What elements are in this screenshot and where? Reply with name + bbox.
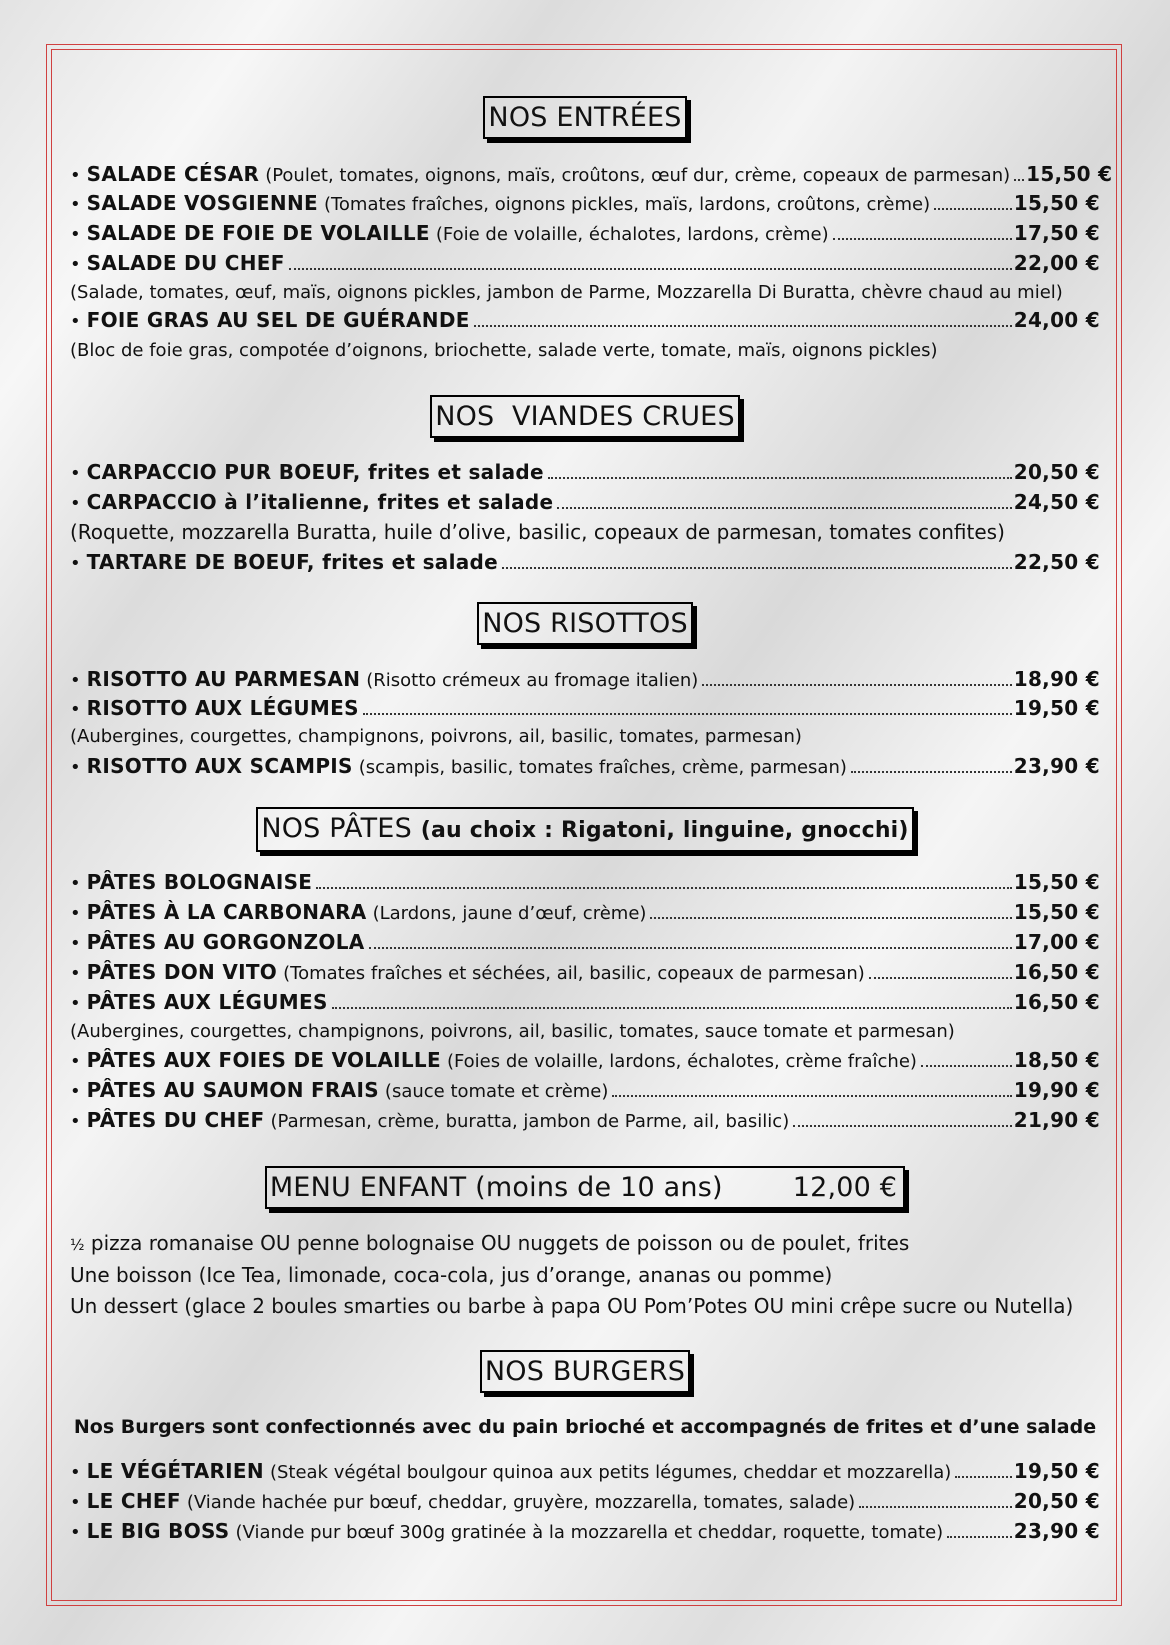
item-name: RISOTTO AU PARMESAN bbox=[86, 667, 361, 691]
item-price: 24,50 € bbox=[1013, 490, 1100, 514]
bullet-icon: • bbox=[70, 463, 81, 484]
dot-leader bbox=[934, 208, 1012, 210]
dot-leader bbox=[548, 477, 1012, 479]
section-title: NOS BURGERS bbox=[480, 1350, 690, 1393]
dot-leader bbox=[955, 1476, 1011, 1478]
section-title-pates bbox=[70, 807, 1100, 852]
dot-leader bbox=[289, 268, 1012, 270]
menu-item bbox=[70, 988, 1100, 1016]
item-description: (scampis, basilic, tomates fraîches, crème, parmesan) bbox=[358, 757, 847, 778]
menu-item bbox=[70, 1517, 1100, 1545]
item-price: 16,50 € bbox=[1013, 990, 1100, 1014]
section-title-text: NOS PÂTES bbox=[261, 813, 412, 844]
menu-item bbox=[70, 1106, 1100, 1134]
item-name: FOIE GRAS AU SEL DE GUÉRANDE bbox=[86, 308, 470, 332]
item-description: (sauce tomate et crème) bbox=[384, 1081, 609, 1102]
item-price: 20,50 € bbox=[1013, 1489, 1100, 1513]
menu-item bbox=[70, 189, 1100, 217]
item-name: SALADE DE FOIE DE VOLAILLE bbox=[86, 221, 430, 245]
item-name: RISOTTO AUX LÉGUMES bbox=[86, 696, 359, 720]
item-price: 16,50 € bbox=[1013, 960, 1100, 984]
item-name: RISOTTO AUX SCAMPIS bbox=[86, 754, 353, 778]
dot-leader bbox=[859, 1506, 1012, 1508]
item-price: 15,50 € bbox=[1013, 870, 1100, 894]
dot-leader bbox=[612, 1095, 1011, 1097]
item-name: SALADE DU CHEF bbox=[86, 251, 285, 275]
section-title-text: MENU ENFANT (moins de 10 ans) bbox=[269, 1172, 723, 1203]
item-description: (Lardons, jaune d’œuf, crème) bbox=[372, 903, 647, 924]
section-title: NOS RISOTTOS bbox=[477, 602, 693, 645]
item-price: 18,50 € bbox=[1013, 1048, 1100, 1072]
item-name: PÂTES AU SAUMON FRAIS bbox=[86, 1078, 379, 1102]
dot-leader bbox=[702, 684, 1011, 686]
bullet-icon: • bbox=[70, 1081, 81, 1102]
bullet-icon: • bbox=[70, 993, 81, 1014]
dot-leader bbox=[1014, 179, 1024, 181]
bullet-icon: • bbox=[70, 963, 81, 984]
enfant-line: Une boisson (Ice Tea, limonade, coca-cola, jus d’orange, ananas ou pomme) bbox=[70, 1263, 833, 1287]
item-name: PÂTES AU GORGONZOLA bbox=[86, 930, 365, 954]
menu-item bbox=[70, 219, 1100, 247]
menu-item bbox=[70, 928, 1100, 956]
item-description: (Tomates fraîches et séchées, ail, basilic, copeaux de parmesan) bbox=[283, 963, 865, 984]
enfant-line-text: pizza romanaise OU penne bolognaise OU nuggets de poisson ou de poulet, frites bbox=[90, 1231, 910, 1255]
menu-item bbox=[70, 548, 1100, 576]
bullet-icon: • bbox=[70, 194, 81, 215]
item-name: CARPACCIO PUR BOEUF, frites et salade bbox=[86, 460, 544, 484]
item-price: 15,50 € bbox=[1026, 162, 1113, 186]
bullet-icon: • bbox=[70, 1051, 81, 1072]
item-price: 19,50 € bbox=[1013, 1459, 1100, 1483]
fraction: ½ bbox=[70, 1236, 85, 1254]
dot-leader bbox=[502, 567, 1012, 569]
item-name: PÂTES BOLOGNAISE bbox=[86, 870, 313, 894]
section-title bbox=[265, 1166, 905, 1209]
dot-leader bbox=[332, 1007, 1012, 1009]
item-note: (Aubergines, courgettes, champignons, poivrons, ail, basilic, tomates, sauce tomate et parmesan) bbox=[70, 1021, 955, 1042]
section-title bbox=[256, 807, 913, 852]
menu-item bbox=[70, 488, 1100, 516]
item-description: (Viande hachée pur bœuf, cheddar, gruyère, mozzarella, tomates, salade) bbox=[186, 1492, 856, 1513]
menu-item bbox=[70, 1487, 1100, 1515]
item-price: 15,50 € bbox=[1013, 191, 1100, 215]
section-subtitle: (au choix : Rigatoni, linguine, gnocchi) bbox=[420, 818, 909, 843]
bullet-icon: • bbox=[70, 1492, 81, 1513]
item-description: (Risotto crémeux au fromage italien) bbox=[366, 670, 699, 691]
section-title: NOS VIANDES CRUES bbox=[430, 395, 740, 438]
bullet-icon: • bbox=[70, 873, 81, 894]
dot-leader bbox=[369, 947, 1012, 949]
section-title-risottos bbox=[70, 602, 1100, 645]
bullet-icon: • bbox=[70, 757, 81, 778]
bullet-icon: • bbox=[70, 165, 81, 186]
dot-leader bbox=[557, 507, 1011, 509]
item-price: 24,00 € bbox=[1013, 308, 1100, 332]
item-description: (Poulet, tomates, oignons, maïs, croûtons, œuf dur, crème, copeaux de parmesan) bbox=[265, 165, 1011, 186]
menu-item bbox=[70, 306, 1100, 334]
dot-leader bbox=[947, 1536, 1012, 1538]
menu-item bbox=[70, 752, 1100, 780]
item-description: (Tomates fraîches, oignons pickles, maïs, lardons, croûtons, crème) bbox=[323, 194, 931, 215]
item-description: (Foies de volaille, lardons, échalotes, crème fraîche) bbox=[446, 1051, 917, 1072]
dot-leader bbox=[851, 771, 1012, 773]
dot-leader bbox=[869, 977, 1012, 979]
item-price: 18,90 € bbox=[1013, 667, 1100, 691]
burgers-intro: Nos Burgers sont confectionnés avec du pain brioché et accompagnés de frites et d’une salade bbox=[73, 1416, 1097, 1438]
item-note: (Bloc de foie gras, compotée d’oignons, briochette, salade verte, tomate, maïs, oignons pickles) bbox=[70, 340, 938, 361]
item-name: LE BIG BOSS bbox=[86, 1519, 230, 1543]
enfant-line: Un dessert (glace 2 boules smarties ou barbe à papa OU Pom’Potes OU mini crêpe sucre ou Nutella) bbox=[70, 1294, 1074, 1318]
bullet-icon: • bbox=[70, 699, 81, 720]
item-price: 22,00 € bbox=[1013, 251, 1100, 275]
item-price: 22,50 € bbox=[1013, 550, 1100, 574]
item-note: (Salade, tomates, œuf, maïs, oignons pickles, jambon de Parme, Mozzarella Di Buratta, chèvre chaud au miel) bbox=[70, 282, 1063, 303]
item-price: 21,90 € bbox=[1013, 1108, 1100, 1132]
menu-item bbox=[70, 868, 1100, 896]
menu-item bbox=[70, 249, 1100, 277]
bullet-icon: • bbox=[70, 311, 81, 332]
item-note: (Aubergines, courgettes, champignons, poivrons, ail, basilic, tomates, parmesan) bbox=[70, 726, 802, 747]
bullet-icon: • bbox=[70, 553, 81, 574]
item-name: PÂTES À LA CARBONARA bbox=[86, 900, 367, 924]
dot-leader bbox=[316, 887, 1011, 889]
item-price: 15,50 € bbox=[1013, 900, 1100, 924]
item-name: SALADE VOSGIENNE bbox=[86, 191, 318, 215]
section-title: NOS ENTRÉES bbox=[483, 96, 686, 139]
dot-leader bbox=[474, 325, 1012, 327]
item-name: PÂTES DU CHEF bbox=[86, 1108, 265, 1132]
item-description: (Steak végétal boulgour quinoa aux petits légumes, cheddar et mozzarella) bbox=[269, 1462, 952, 1483]
bullet-icon: • bbox=[70, 933, 81, 954]
item-name: TARTARE DE BOEUF, frites et salade bbox=[86, 550, 499, 574]
section-title-enfant bbox=[70, 1166, 1100, 1209]
bullet-icon: • bbox=[70, 670, 81, 691]
item-price: 19,50 € bbox=[1013, 696, 1100, 720]
menu-item bbox=[70, 1046, 1100, 1074]
item-name: PÂTES AUX FOIES DE VOLAILLE bbox=[86, 1048, 441, 1072]
menu-item bbox=[70, 958, 1100, 986]
section-title-entrees bbox=[70, 96, 1100, 139]
item-description: (Parmesan, crème, buratta, jambon de Parme, ail, basilic) bbox=[270, 1111, 790, 1132]
menu-item bbox=[70, 1076, 1100, 1104]
item-name: PÂTES AUX LÉGUMES bbox=[86, 990, 328, 1014]
menu-item bbox=[70, 898, 1100, 926]
item-description: (Foie de volaille, échalotes, lardons, crème) bbox=[435, 224, 829, 245]
item-price: 19,90 € bbox=[1013, 1078, 1100, 1102]
item-name: PÂTES DON VITO bbox=[86, 960, 278, 984]
bullet-icon: • bbox=[70, 224, 81, 245]
item-price: 20,50 € bbox=[1013, 460, 1100, 484]
dot-leader bbox=[833, 238, 1012, 240]
bullet-icon: • bbox=[70, 1462, 81, 1483]
menu-price: 12,00 € bbox=[792, 1172, 898, 1203]
menu-item bbox=[70, 665, 1100, 693]
section-title-burgers bbox=[70, 1350, 1100, 1393]
bullet-icon: • bbox=[70, 254, 81, 275]
bullet-icon: • bbox=[70, 903, 81, 924]
item-note: (Roquette, mozzarella Buratta, huile d’olive, basilic, copeaux de parmesan, tomates confites) bbox=[70, 520, 1005, 544]
enfant-line bbox=[70, 1228, 1100, 1260]
item-name: SALADE CÉSAR bbox=[86, 162, 260, 186]
item-name: LE VÉGÉTARIEN bbox=[86, 1459, 264, 1483]
dot-leader bbox=[793, 1125, 1012, 1127]
dot-leader bbox=[650, 917, 1011, 919]
section-title-viandes bbox=[70, 395, 1100, 438]
item-price: 23,90 € bbox=[1013, 1519, 1100, 1543]
dot-leader bbox=[363, 713, 1012, 715]
menu-item bbox=[70, 458, 1100, 486]
item-name: LE CHEF bbox=[86, 1489, 181, 1513]
menu-item bbox=[70, 694, 1100, 722]
bullet-icon: • bbox=[70, 493, 81, 514]
menu-item bbox=[70, 1457, 1100, 1485]
menu-item bbox=[70, 160, 1113, 188]
dot-leader bbox=[921, 1065, 1012, 1067]
item-price: 17,00 € bbox=[1013, 930, 1100, 954]
bullet-icon: • bbox=[70, 1111, 81, 1132]
item-description: (Viande pur bœuf 300g gratinée à la mozzarella et cheddar, roquette, tomate) bbox=[235, 1522, 944, 1543]
item-name: CARPACCIO à l’italienne, frites et salade bbox=[86, 490, 554, 514]
bullet-icon: • bbox=[70, 1522, 81, 1543]
item-price: 23,90 € bbox=[1013, 754, 1100, 778]
item-price: 17,50 € bbox=[1013, 221, 1100, 245]
